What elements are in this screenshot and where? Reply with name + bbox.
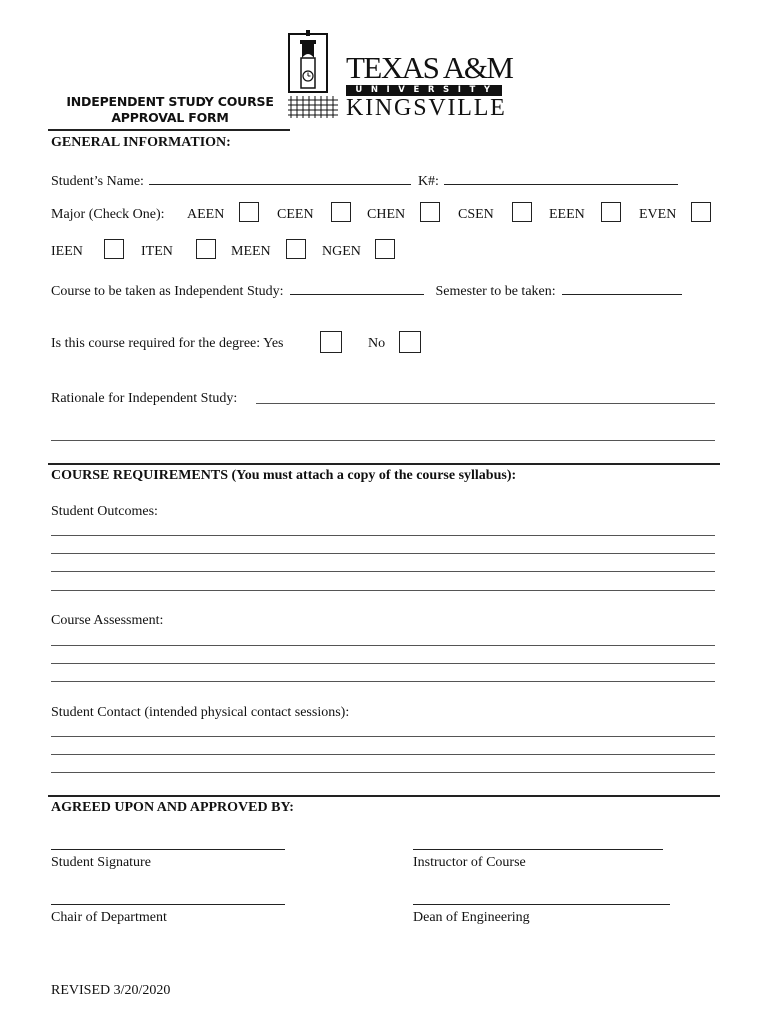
major-label-iten: ITEN bbox=[141, 244, 173, 259]
major-label-eeen: EEEN bbox=[549, 207, 585, 222]
assessment-line-3[interactable] bbox=[51, 681, 715, 682]
student-contact-label: Student Contact (intended physical contact sessions): bbox=[51, 705, 350, 720]
major-checkbox-csen[interactable] bbox=[512, 202, 532, 222]
major-label-ceen: CEEN bbox=[277, 207, 314, 222]
major-checkbox-even[interactable] bbox=[691, 202, 711, 222]
major-checkbox-ieen[interactable] bbox=[104, 239, 124, 259]
major-checkbox-eeen[interactable] bbox=[601, 202, 621, 222]
title-underline bbox=[48, 129, 290, 131]
major-label-aeen: AEEN bbox=[187, 207, 225, 222]
major-label-even: EVEN bbox=[639, 207, 677, 222]
instructor-label: Instructor of Course bbox=[413, 855, 526, 870]
outcomes-line-1[interactable] bbox=[51, 535, 715, 536]
approval-divider bbox=[48, 795, 720, 797]
semester-label: Semester to be taken: bbox=[435, 284, 556, 299]
dean-signature-line[interactable] bbox=[413, 904, 670, 905]
contact-line-1[interactable] bbox=[51, 736, 715, 737]
course-assessment-label: Course Assessment: bbox=[51, 613, 164, 628]
university-logo bbox=[288, 28, 513, 121]
student-name-field[interactable] bbox=[149, 171, 411, 185]
chair-signature-line[interactable] bbox=[51, 904, 285, 905]
semester-field[interactable] bbox=[562, 281, 682, 295]
dean-label: Dean of Engineering bbox=[413, 910, 530, 925]
outcomes-line-2[interactable] bbox=[51, 553, 715, 554]
form-title-line2: APPROVAL FORM bbox=[111, 110, 229, 125]
major-label-ngen: NGEN bbox=[322, 244, 361, 259]
required-no-label: No bbox=[368, 336, 386, 351]
rationale-label: Rationale for Independent Study: bbox=[51, 391, 238, 406]
outcomes-line-4[interactable] bbox=[51, 590, 715, 591]
rationale-line-1[interactable] bbox=[256, 403, 715, 404]
assessment-line-2[interactable] bbox=[51, 663, 715, 664]
major-checkbox-ceen[interactable] bbox=[331, 202, 351, 222]
revised-date: REVISED 3/20/2020 bbox=[51, 983, 171, 998]
course-requirements-divider bbox=[48, 463, 720, 465]
form-title bbox=[56, 94, 284, 126]
student-name-row bbox=[51, 171, 678, 190]
outcomes-line-3[interactable] bbox=[51, 571, 715, 572]
major-label-meen: MEEN bbox=[231, 244, 271, 259]
major-label-csen: CSEN bbox=[458, 207, 494, 222]
rationale-line-2[interactable] bbox=[51, 440, 715, 441]
major-checkbox-chen[interactable] bbox=[420, 202, 440, 222]
major-label-chen: CHEN bbox=[367, 207, 406, 222]
clock-tower-emblem bbox=[288, 28, 340, 118]
major-checkbox-meen[interactable] bbox=[286, 239, 306, 259]
course-label: Course to be taken as Independent Study: bbox=[51, 284, 284, 299]
required-no-checkbox[interactable] bbox=[399, 331, 421, 353]
student-signature-line[interactable] bbox=[51, 849, 285, 850]
logo-texas-am: TEXAS A&M bbox=[346, 50, 513, 85]
course-semester-row bbox=[51, 281, 682, 300]
student-name-label: Student’s Name: bbox=[51, 174, 144, 189]
contact-line-2[interactable] bbox=[51, 754, 715, 755]
major-label: Major (Check One): bbox=[51, 207, 165, 222]
k-number-label: K#: bbox=[417, 174, 439, 189]
contact-line-3[interactable] bbox=[51, 772, 715, 773]
major-checkbox-iten[interactable] bbox=[196, 239, 216, 259]
required-label: Is this course required for the degree: Yes bbox=[51, 336, 284, 351]
approval-heading: AGREED UPON AND APPROVED BY: bbox=[51, 800, 294, 815]
required-yes-checkbox[interactable] bbox=[320, 331, 342, 353]
general-information-heading: GENERAL INFORMATION: bbox=[51, 135, 231, 150]
logo-university: UNIVERSITY bbox=[355, 85, 499, 95]
major-checkbox-ngen[interactable] bbox=[375, 239, 395, 259]
student-signature-label: Student Signature bbox=[51, 855, 151, 870]
k-number-field[interactable] bbox=[444, 171, 678, 185]
course-field[interactable] bbox=[290, 281, 424, 295]
major-checkbox-aeen[interactable] bbox=[239, 202, 259, 222]
student-outcomes-label: Student Outcomes: bbox=[51, 504, 158, 519]
logo-kingsville: KINGSVILLE bbox=[346, 95, 507, 121]
instructor-signature-line[interactable] bbox=[413, 849, 663, 850]
chair-label: Chair of Department bbox=[51, 910, 167, 925]
assessment-line-1[interactable] bbox=[51, 645, 715, 646]
major-label-ieen: IEEN bbox=[51, 244, 83, 259]
course-requirements-heading: COURSE REQUIREMENTS (You must attach a copy of the course syllabus): bbox=[51, 468, 517, 483]
form-title-line1: INDEPENDENT STUDY COURSE bbox=[66, 94, 274, 109]
